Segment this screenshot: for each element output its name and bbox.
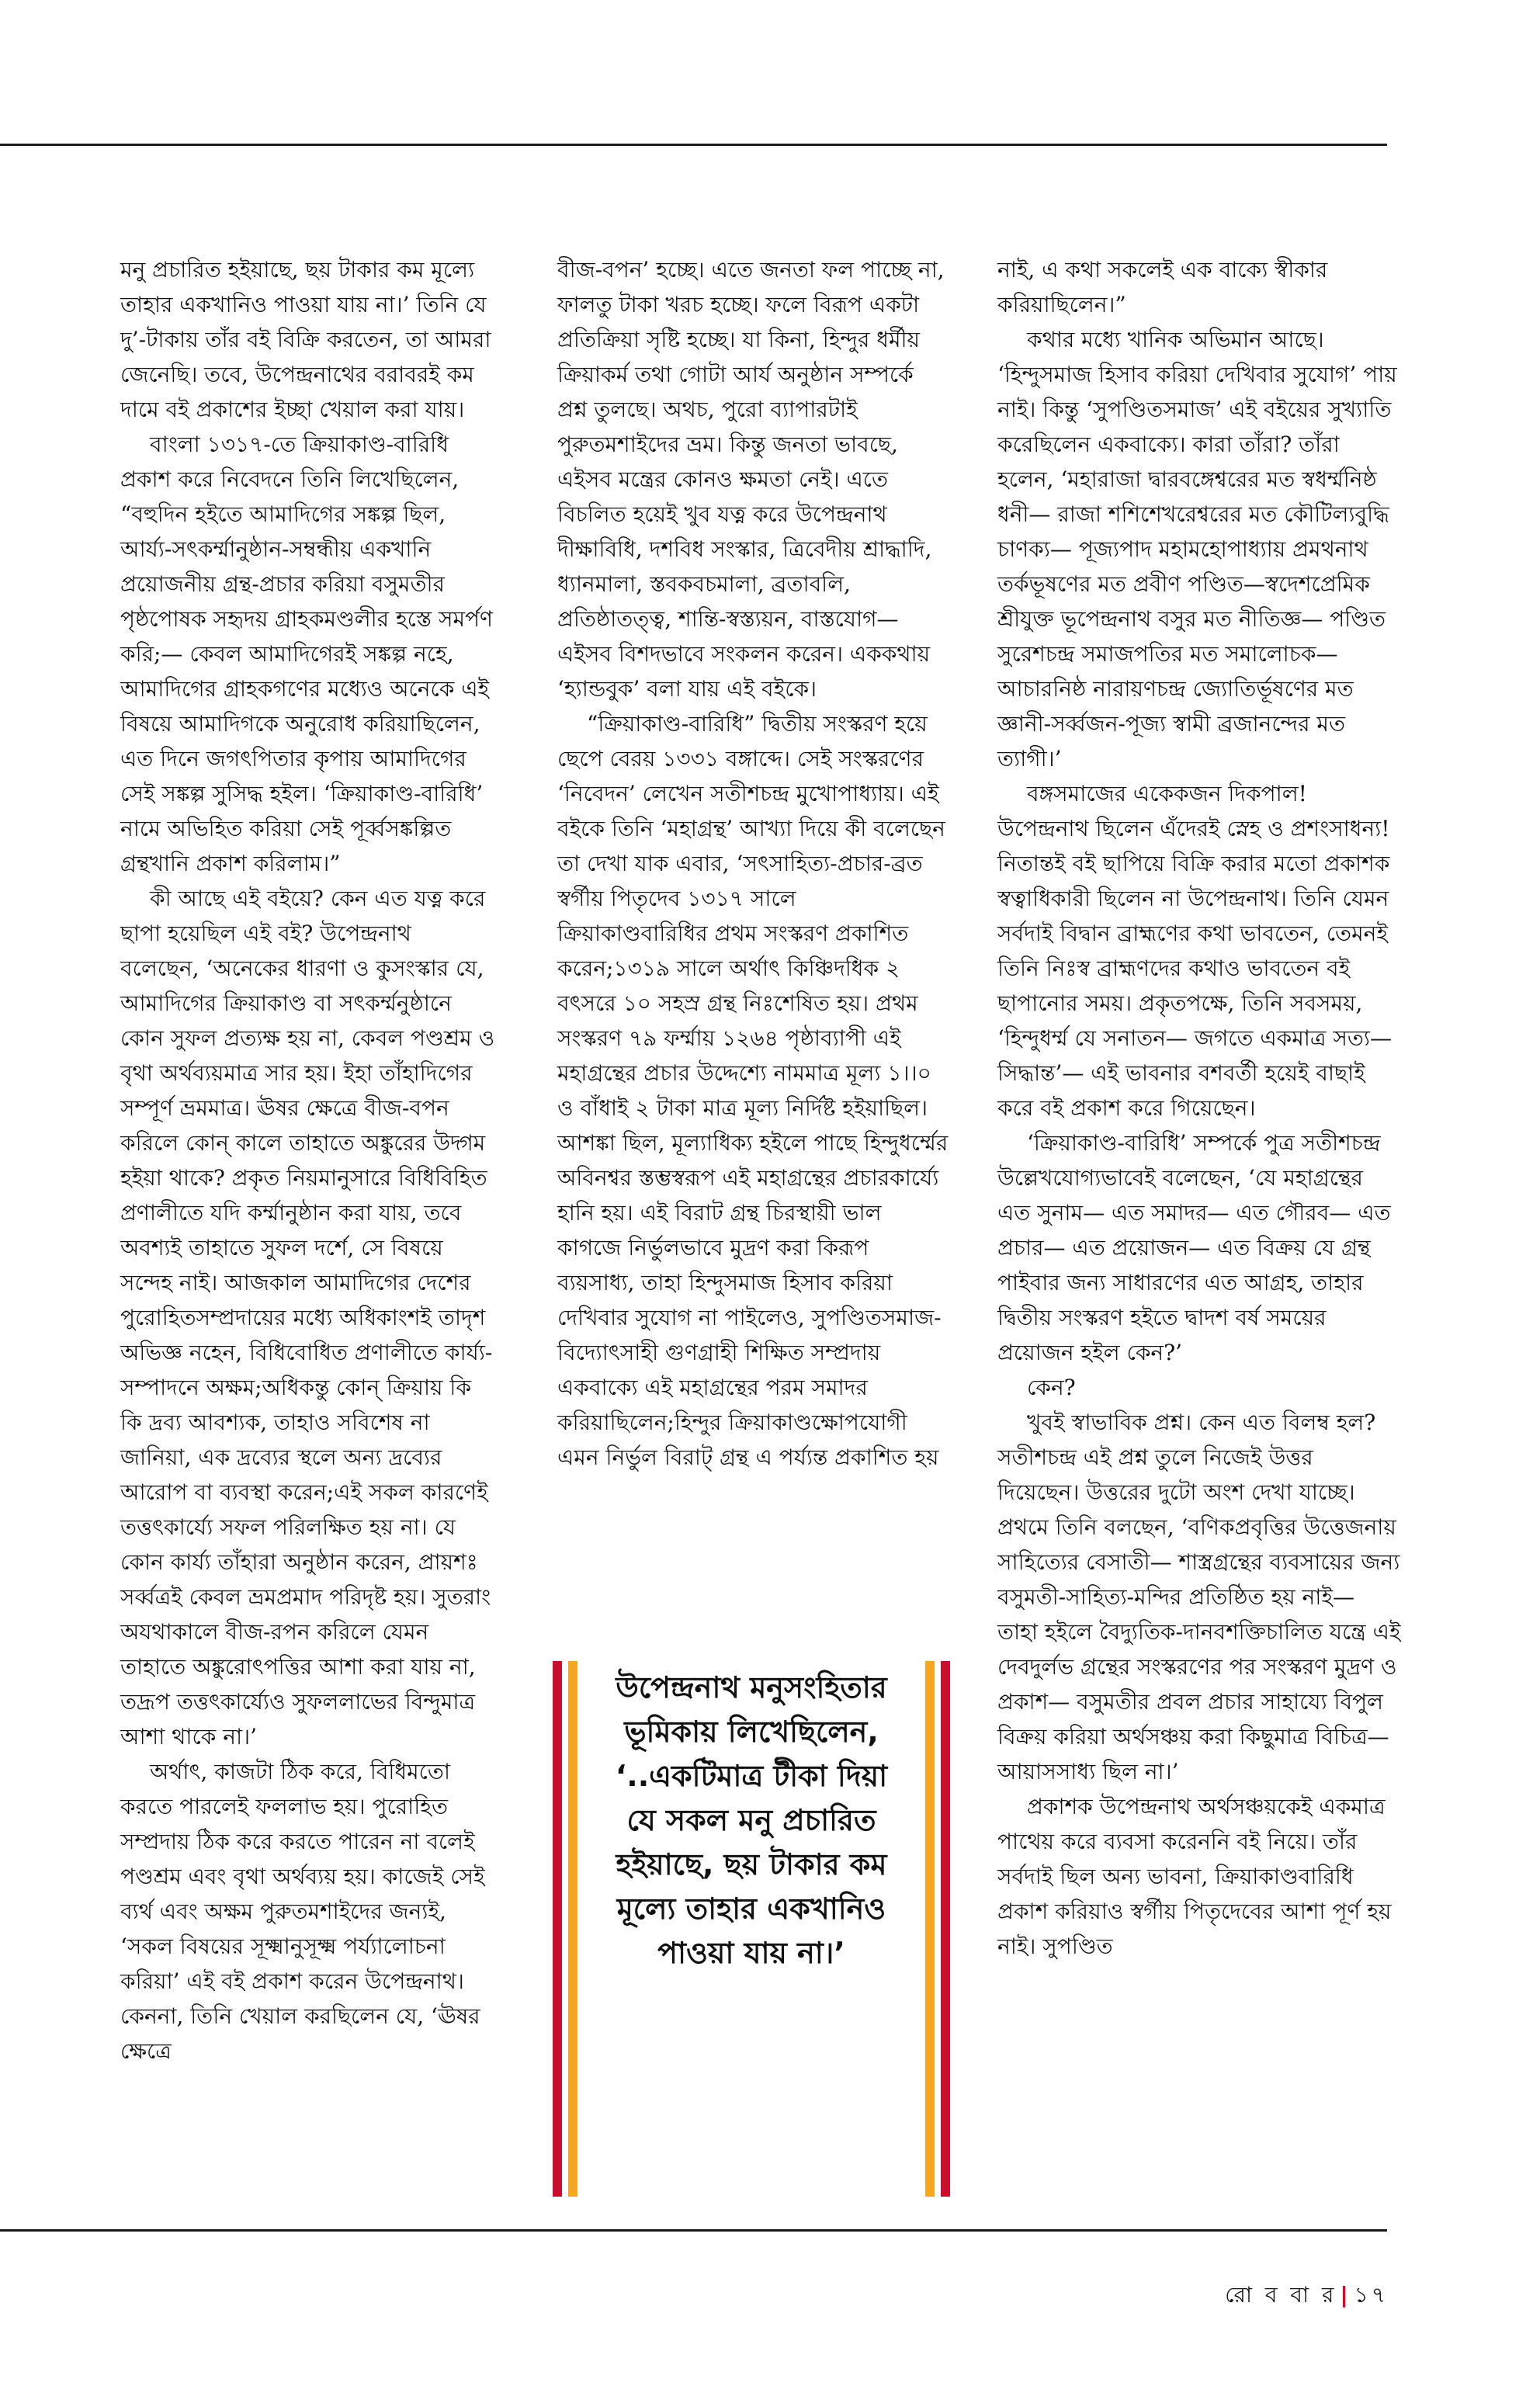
red-bar-left-outer (553, 1661, 562, 2197)
paragraph: “ক্রিয়াকাণ্ড-বারিধি” দ্বিতীয় সংস্করণ হয়ে ছেপে বেরয় ১৩৩১ বঙ্গাব্দে। সেই সংস্করণের ‘নিবেদন’ লেখেন সতীশচন্দ্র মুখোপাধ্যায়। এই বইকে তিনি ‘মহাগ্রন্থ’ আখ্যা দিয়ে কী বলেছেন তা দেখা যাক এবার, ‘সৎসাহিত্য-প্রচার-ব্রত স্বর্গীয় পিতৃদেব ১৩১৭ সালে ক্রিয়াকাণ্ডবারিধির প্রথম সংস্করণ প্রকাশিত করেন;১৩১৯ সালে অর্থাৎ কিঞ্চিদধিক ২ বৎসরে ১০ সহস্র গ্রন্থ নিঃশেষিত হয়। প্রথম সংস্করণ ৭৯ ফর্ম্মায় ১২৬৪ পৃষ্ঠাব্যাপী এই মহাগ্রন্থের প্রচার উদ্দেশ্যে নামমাত্র মূল্য ১।।০ ও বাঁধাই ২ টাকা মাত্র মূল্য নির্দিষ্ট হইয়াছিল। আশঙ্কা ছিল, মূল্যাধিক্য হইলে পাছে হিন্দুধর্ম্মের অবিনশ্বর স্তম্ভস্বরূপ এই মহাগ্রন্থের প্রচারকার্য্যে হানি হয়। এই বিরাট গ্রন্থ চিরস্থায়ী ভাল কাগজে নির্ভুলভাবে মুদ্রণ করা কিরূপ ব্যয়সাধ্য, তাহা হিন্দুসমাজ হিসাব করিয়া দেখিবার সুযোগ না পাইলেও, সুপণ্ডিতসমাজ-বিদ্যোৎসাহী গুণগ্রাহী শিক্ষিত সম্প্রদায় একবাক্যে এই মহাগ্রন্থের পরম সমাদর করিয়াছিলেন;হিন্দুর ক্রিয়াকাণ্ডক্ষোপযোগী এমন নির্ভুল বিরাট্ গ্রন্থ এ পর্য্যন্ত প্রকাশিত হয় (557, 711, 949, 1470)
orange-bar-left-inner (568, 1661, 578, 2197)
article-column-1 (120, 252, 497, 2069)
red-bar-right-outer (941, 1661, 950, 2197)
page-number: ১৭ (1354, 2282, 1389, 2308)
paragraph: কী আছে এই বইয়ে? কেন এত যত্ন করে ছাপা হয়েছিল এই বই? উপেন্দ্রনাথ বলেছেন, ‘অনেকের ধারণা ও কুসংস্কার যে, আমাদিগের ক্রিয়াকাণ্ড বা সৎকর্ম্মনুষ্ঠানে কোন সুফল প্রত্যক্ষ হয় না, কেবল পণ্ডশ্রম ও বৃথা অর্থব্যয়মাত্র সার হয়। ইহা তাঁহাদিগের সম্পূর্ণ ভ্রমমাত্র। ঊষর ক্ষেত্রে বীজ-বপন করিলে কোন্ কালে তাহাতে অঙ্কুরের উদ্গম হইয়া থাকে? প্রকৃত নিয়মানুসারে বিধিবিহিত প্রণালীতে যদি কর্ম্মানুষ্ঠান করা যায়, তবে অবশ্যই তাহাতে সুফল দর্শে, সে বিষয়ে সন্দেহ নাই। আজকাল আমাদিগের দেশের পুরোহিতসম্প্রদায়ের মধ্যে অধিকাংশই তাদৃশ অভিজ্ঞ নহেন, বিধিবোধিত প্রণালীতে কার্য্য-সম্পাদনে অক্ষম;অধিকন্তু কোন্ ক্রিয়ায় কি কি দ্রব্য আবশ্যক, তাহাও সবিশেষ না জানিয়া, এক দ্রব্যের স্থলে অন্য দ্রব্যের আরোপ বা ব্যবস্থা করেন;এই সকল কারণেই তত্তৎকার্য্যে সফল পরিলক্ষিত হয় না। যে কোন কার্য্য তাঁহারা অনুষ্ঠান করেন, প্রায়শঃ সর্ব্বত্রই কেবল ভ্রমপ্রমাদ পরিদৃষ্ট হয়। সুতরাং অযথাকালে বীজ-রপন করিলে যেমন তাহাতে অঙ্কুরোৎপত্তির আশা করা যায় না, তদ্রূপ তত্তৎকার্য্যেও সুফললাভের বিন্দুমাত্র আশা থাকে না।’ (120, 886, 495, 1750)
page-footer (1225, 2278, 1389, 2315)
pull-quote-text: উপেন্দ্রনাথ মনুসংহিতার ভূমিকায় লিখেছিলেন, ‘..একটিমাত্র টীকা দিয়া যে সকল মনু প্রচারিত হইয়াছে, ছয় টাকার কম মূল্যে তাহার একখানিও পাওয়া যায় না।’ (615, 1670, 888, 1970)
article-column-3 (997, 252, 1401, 1964)
paragraph: ‘ক্রিয়াকাণ্ড-বারিধি’ সম্পর্কে পুত্র সতীশচন্দ্র উল্লেখযোগ্যভাবেই বলেছেন, ‘যে মহাগ্রন্থের এত সুনাম— এত সমাদর— এত গৌরব— এত প্রচার— এত প্রয়োজন— এত বিক্রয় যে গ্রন্থ পাইবার জন্য সাধারণের এত আগ্রহ, তাহার দ্বিতীয় সংস্করণ হইতে দ্বাদশ বর্ষ সময়ের প্রয়োজন হইল কেন?’ (997, 1130, 1391, 1365)
footer-separator: | (1340, 2282, 1351, 2308)
paragraph: বাংলা ১৩১৭-তে ক্রিয়াকাণ্ড-বারিধি প্রকাশ করে নিবেদনে তিনি লিখেছিলেন, “বহুদিন হইতে আমাদিগের সঙ্কল্প ছিল, আর্য্য-সৎকর্ম্মানুষ্ঠান-সম্বন্ধীয় একখানি প্রয়োজনীয় গ্রন্থ-প্রচার করিয়া বসুমতীর পৃষ্ঠপোষক সহৃদয় গ্রাহকমণ্ডলীর হস্তে সমর্পণ করি;— কেবল আমাদিগেরই সঙ্কল্প নহে, আমাদিগের গ্রাহকগণের মধ্যেও অনেকে এই বিষয়ে আমাদিগকে অনুরোধ করিয়াছিলেন, এত দিনে জগৎপিতার কৃপায় আমাদিগের সেই সঙ্কল্প সুসিদ্ধ হইল। ‘ক্রিয়াকাণ্ড-বারিধি’ নামে অভিহিত করিয়া সেই পূর্ব্বসঙ্কল্পিত গ্রন্থখানি প্রকাশ করিলাম।” (120, 432, 493, 876)
top-rule (0, 144, 1387, 146)
paragraph: নাই, এ কথা সকলেই এক বাক্যে স্বীকার করিয়াছিলেন।” (997, 257, 1328, 317)
magazine-name: রো ব বা র (1225, 2282, 1337, 2308)
paragraph: বঙ্গসমাজের একেকজন দিকপাল! উপেন্দ্রনাথ ছিলেন এঁদেরই স্নেহ ও প্রশংসাধন্য! নিতান্তই বই ছাপিয়ে বিক্রি করার মতো প্রকাশক স্বত্বাধিকারী ছিলেন না উপেন্দ্রনাথ। তিনি যেমন সর্বদাই বিদ্বান ব্রাহ্মণের কথা ভাবতেন, তেমনই তিনি নিঃস্ব ব্রাহ্মণদের কথাও ভাবতেন বই ছাপানোর সময়। প্রকৃতপক্ষে, তিনি সবসময়, ‘হিন্দুধর্ম্ম যে সনাতন— জগতে একমাত্র সত্য— সিদ্ধান্ত’— এই ভাবনার বশবর্তী হয়েই বাছাই করে বই প্রকাশ করে গিয়েছেন। (997, 781, 1393, 1121)
bottom-rule (0, 2229, 1387, 2232)
pull-quote (553, 1661, 950, 2197)
article-column-2 (557, 252, 949, 1475)
orange-bar-right-inner (925, 1661, 935, 2197)
paragraph: প্রকাশক উপেন্দ্রনাথ অর্থসঞ্চয়কেই একমাত্র পাথেয় করে ব্যবসা করেননি বই নিয়ে। তাঁর সর্বদাই ছিল অন্য ভাবনা, ক্রিয়াকাণ্ডবারিধি প্রকাশ করিয়াও স্বর্গীয় পিতৃদেবের আশা পূর্ণ হয় নাই। সুপণ্ডিত (997, 1794, 1392, 1959)
paragraph: অর্থাৎ, কাজটা ঠিক করে, বিধিমতো করতে পারলেই ফললাভ হয়। পুরোহিত সম্প্রদায় ঠিক করে করতে পারেন না বলেই পণ্ডশ্রম এবং বৃথা অর্থব্যয় হয়। কাজেই সেই ব্যর্থ এবং অক্ষম পুরুতমশাইদের জন্যই, ‘সকল বিষয়ের সূক্ষ্মানুসূক্ষ্ম পর্য্যালোচনা করিয়া’ এই বই প্রকাশ করেন উপেন্দ্রনাথ। কেননা, তিনি খেয়াল করছিলেন যে, ‘ঊষর ক্ষেত্রে (120, 1759, 485, 2064)
paragraph: বীজ-বপন’ হচ্ছে। এতে জনতা ফল পাচ্ছে না, ফালতু টাকা খরচ হচ্ছে। ফলে বিরূপ একটা প্রতিক্রিয়া সৃষ্টি হচ্ছে। যা কিনা, হিন্দুর ধর্মীয় ক্রিয়াকর্ম তথা গোটা আর্য অনুষ্ঠান সম্পর্কে প্রশ্ন তুলছে। অথচ, পুরো ব্যাপারটাই পুরুতমশাইদের ভ্রম। কিন্তু জনতা ভাবছে, এইসব মন্ত্রের কোনও ক্ষমতা নেই। এতে বিচলিত হয়েই খুব যত্ন করে উপেন্দ্রনাথ দীক্ষাবিধি, দশবিধ সংস্কার, ত্রিবেদীয় শ্রাদ্ধাদি, ধ্যানমালা, স্তবকবচমালা, ব্রতাবলি, প্রতিষ্ঠাতত্ত্ব, শান্তি-স্বস্ত্যয়ন, বাস্তযোগ— এইসব বিশদভাবে সংকলন করেন। এককথায় ‘হ্যান্ডবুক’ বলা যায় এই বইকে। (557, 257, 945, 702)
paragraph: কথার মধ্যে খানিক অভিমান আছে। ‘হিন্দুসমাজ হিসাব করিয়া দেখিবার সুযোগ’ পায় নাই। কিন্তু ‘সুপণ্ডিতসমাজ’ এই বইয়ের সুখ্যাতি করেছিলেন একবাক্যে। কারা তাঁরা? তাঁরা হলেন, ‘মহারাজা দ্বারবঙ্গেশ্বরের মত স্বধর্ম্মনিষ্ঠ ধনী— রাজা শশিশেখরেশ্বরের মত কৌটিল্যবুদ্ধি চাণক্য— পূজ্যপাদ মহামহোপাধ্যায় প্রমথনাথ তর্কভূষণের মত প্রবীণ পণ্ডিত—স্বদেশপ্রেমিক শ্রীযুক্ত ভূপেন্দ্রনাথ বসুর মত নীতিজ্ঞ— পণ্ডিত সুরেশচন্দ্র সমাজপতির মত সমালোচক— আচারনিষ্ঠ নারায়ণচন্দ্র জ্যোতির্ভূষণের মত জ্ঞানী-সর্ব্বজন-পূজ্য স্বামী ব্রজানন্দের মত ত্যাগী।’ (997, 327, 1397, 772)
paragraph: কেন? (1027, 1375, 1076, 1400)
paragraph: মনু প্রচারিত হইয়াছে, ছয় টাকার কম মূল্যে তাহার একখানিও পাওয়া যায় না।’ তিনি যে দু’-টাকায় তাঁর বই বিক্রি করতেন, তা আমরা জেনেছি। তবে, উপেন্দ্রনাথের বরাবরই কম দামে বই প্রকাশের ইচ্ছা খেয়াল করা যায়। (120, 257, 491, 422)
paragraph: খুবই স্বাভাবিক প্রশ্ন। কেন এত বিলম্ব হল? সতীশচন্দ্র এই প্রশ্ন তুলে নিজেই উত্তর দিয়েছেন। উত্তরের দুটো অংশ দেখা যাচ্ছে। প্রথমে তিনি বলছেন, ‘বণিকপ্রবৃত্তির উত্তেজনায় সাহিত্যের বেসাতী— শাস্ত্রগ্রন্থের ব্যবসায়ের জন্য বসুমতী-সাহিত্য-মন্দির প্রতিষ্ঠিত হয় নাই— তাহা হইলে বৈদ্যুতিক-দানবশক্তিচালিত যন্ত্রে এই দেবদুর্লভ গ্রন্থের সংস্করণের পর সংস্করণ মুদ্রণ ও প্রকাশ— বসুমতীর প্রবল প্রচার সাহায্যে বিপুল বিক্রয় করিয়া অর্থসঞ্চয় করা কিছুমাত্র বিচিত্র— আয়াসসাধ্য ছিল না।’ (997, 1410, 1401, 1784)
